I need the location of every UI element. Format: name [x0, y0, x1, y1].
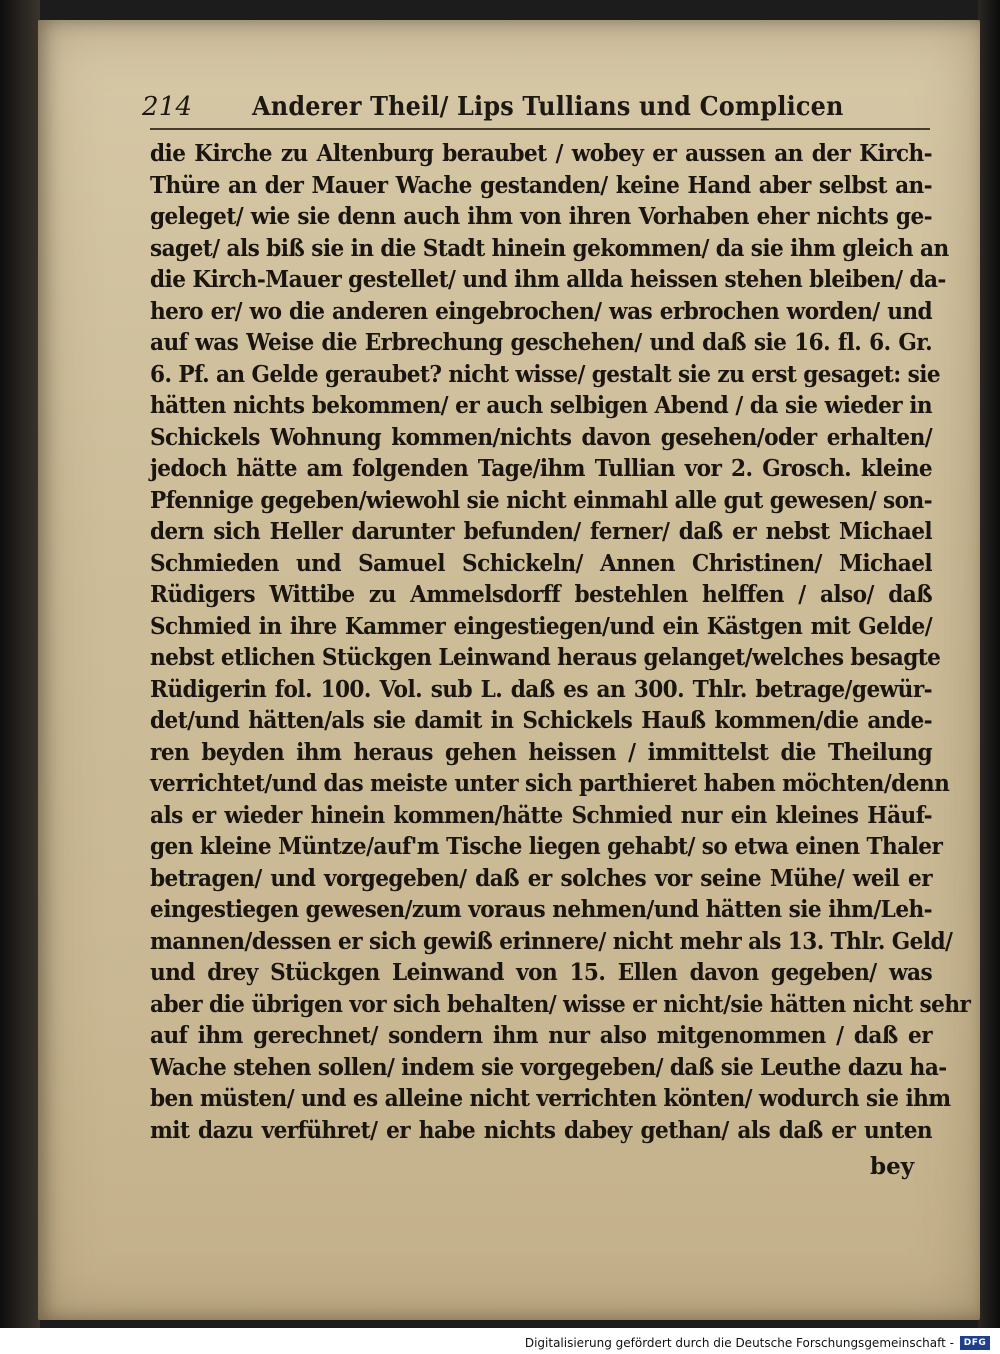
text-line: geleget/ wie sie denn auch ihm von ihren Vorhaben eher nichts ge-	[150, 203, 933, 230]
text-line: betragen/ und vorgegeben/ daß er solches vor seine Mühe/ weil er	[150, 864, 933, 892]
funding-credit: Digitalisierung gefördert durch die Deutsche Forschungsgemeinschaft -	[524, 1336, 954, 1350]
text-line: die Kirche zu Altenburg beraubet / wobey er aussen an der Kirch-	[150, 140, 933, 167]
text-line: und drey Stückgen Leinwand von 15. Ellen davon gegeben/ was	[150, 959, 933, 986]
text-line: mit dazu verführet/ er habe nichts dabey gethan/ als daß er unten	[150, 1116, 933, 1144]
text-line: ben müsten/ und es alleine nicht verrichten könten/ wodurch sie ihm	[150, 1085, 951, 1112]
text-line: jedoch hätte am folgenden Tage/ihm Tullian vor 2. Grosch. kleine	[150, 455, 933, 482]
page-number: 214	[142, 92, 193, 122]
text-line: eingestiegen gewesen/zum voraus nehmen/und hätten sie ihm/Leh-	[150, 896, 933, 923]
body-text	[150, 138, 971, 1146]
text-line: auf ihm gerechnet/ sondern ihm nur also mitgenommen / daß er	[150, 1022, 933, 1049]
text-line: Rüdigers Wittibe zu Ammelsdorff bestehlen helffen / also/ daß	[150, 581, 933, 608]
text-line: hero er/ wo die anderen eingebrochen/ was erbrochen worden/ und	[150, 297, 933, 325]
page-right-edge	[978, 0, 1000, 1328]
text-line: Schmied in ihre Kammer eingestiegen/und ein Kästgen mit Gelde/	[150, 612, 933, 640]
text-line: Schmieden und Samuel Schickeln/ Annen Christinen/ Michael	[150, 549, 933, 577]
catchword: bey	[870, 1153, 915, 1180]
text-line: ren beyden ihm heraus gehen heissen / immittelst die Theilung	[150, 738, 933, 766]
text-line: gen kleine Müntze/auf'm Tische liegen gehabt/ so etwa einen Thaler	[150, 833, 943, 860]
text-line: Pfennige gegeben/wiewohl sie nicht einmahl alle gut gewesen/ son-	[150, 486, 933, 514]
text-line: hätten nichts bekommen/ er auch selbigen Abend / da sie wieder in	[150, 392, 933, 419]
dfg-logo[interactable]: DFG	[960, 1336, 990, 1350]
text-line: Thüre an der Mauer Wache gestanden/ keine Hand aber selbst an-	[150, 171, 933, 199]
text-line: als er wieder hinein kommen/hätte Schmied nur ein kleines Häuf-	[150, 801, 933, 829]
text-line: det/und hätten/als sie damit in Schickels Hauß kommen/die ande-	[150, 707, 933, 734]
text-line: die Kirch-Mauer gestellet/ und ihm allda heissen stehen bleiben/ da-	[150, 266, 946, 293]
running-title: Anderer Theil/ Lips Tullians und Complicen	[252, 92, 844, 122]
text-line: Wache stehen sollen/ indem sie vorgegeben/ daß sie Leuthe dazu ha-	[150, 1053, 947, 1081]
text-line: aber die übrigen vor sich behalten/ wisse er nicht/sie hätten nicht sehr	[150, 990, 971, 1018]
running-head	[142, 92, 932, 130]
header-rule	[150, 128, 930, 130]
text-line: verrichtet/und das meiste unter sich parthieret haben möchten/denn	[150, 770, 950, 797]
text-line: saget/ als biß sie in die Stadt hinein gekommen/ da sie ihm gleich an	[150, 234, 949, 262]
text-line: mannen/dessen er sich gewiß erinnere/ nicht mehr als 13. Thlr. Geld/	[150, 927, 953, 955]
text-line: Rüdigerin fol. 100. Vol. sub L. daß es an 300. Thlr. betrage/gewür-	[150, 675, 933, 703]
book-spine-shadow	[0, 0, 40, 1328]
text-line: dern sich Heller darunter befunden/ ferner/ daß er nebst Michael	[150, 518, 933, 545]
text-line: 6. Pf. an Gelde geraubet? nicht wisse/ gestalt sie zu erst gesaget: sie	[150, 360, 941, 388]
text-line: nebst etlichen Stückgen Leinwand heraus gelanget/welches besagte	[150, 644, 941, 671]
text-line: Schickels Wohnung kommen/nichts davon gesehen/oder erhalten/	[150, 423, 933, 451]
text-line: auf was Weise die Erbrechung geschehen/ und daß sie 16. fl. 6. Gr.	[150, 329, 933, 356]
